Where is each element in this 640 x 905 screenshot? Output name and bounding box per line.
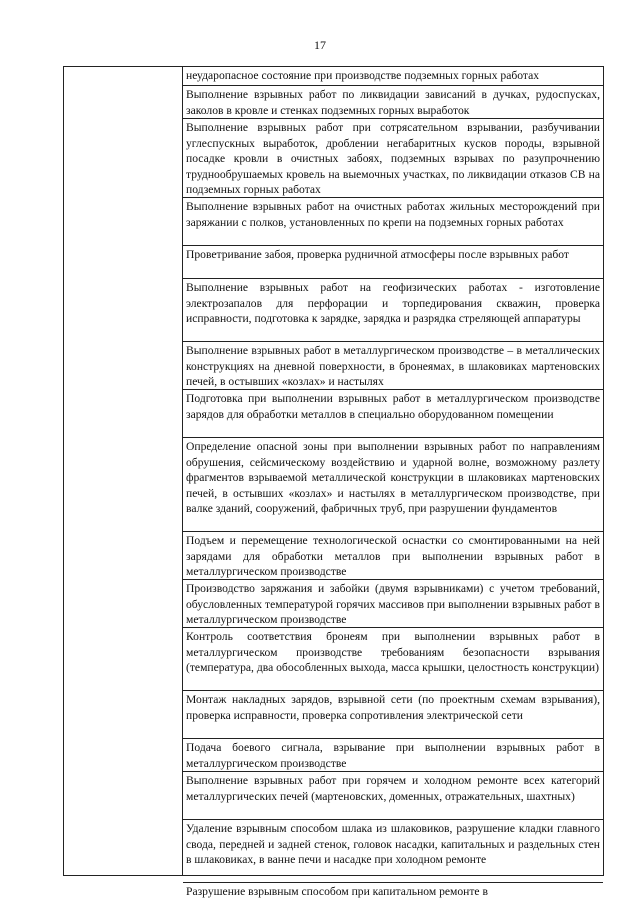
- table-row: Выполнение взрывных работ по ликвидации зависаний в дучках, рудоспусках, заколов в кровле и стенках подземных горных выработок: [183, 86, 603, 119]
- table-row: Разрушение взрывным способом при капитальном ремонте в: [186, 885, 488, 898]
- table-row: неударопасное состояние при производстве подземных горных работах: [183, 67, 603, 86]
- page-number: 17: [314, 38, 326, 52]
- table-row: Выполнение взрывных работ в металлургическом производстве – в металлических конструкциях на дневной поверхности, в бронеямах, в шлаковиках мартеновских печей, в остывших «козлах» и настылях: [183, 342, 603, 390]
- table-row: Выполнение взрывных работ при горячем и холодном ремонте всех категорий металлургических печей (мартеновских, доменных, отражательных, шахтных): [183, 772, 603, 820]
- table-row: Удаление взрывным способом шлака из шлаковиков, разрушение кладки главного свода, передней и задней стенок, головок насадки, капитальных и раздельных стен в шлаковиках, в ванне печи и насадке при холодном ремонте: [183, 820, 603, 883]
- table-row: Проветривание забоя, проверка рудничной атмосферы после взрывных работ: [183, 246, 603, 279]
- table-row: Подготовка при выполнении взрывных работ в металлургическом производстве зарядов для обработки металлов в специально оборудованном помещении: [183, 390, 603, 438]
- table-row: Контроль соответствия бронеям при выполнении взрывных работ в металлургическом производстве требованиям безопасности взрывания (температура, два обособленных выхода, масса крышки, целостность конструкции): [183, 628, 603, 691]
- table-row: Подача боевого сигнала, взрывание при выполнении взрывных работ в металлургическом производстве: [183, 739, 603, 772]
- table-row: Производство заряжания и забойки (двумя взрывниками) с учетом требований, обусловленных температурой горячих массивов при выполнении взрывных работ в металлургическом производстве: [183, 580, 603, 628]
- table-row: Определение опасной зоны при выполнении взрывных работ по направлениям обрушения, сейсмическому воздействию и ударной волне, возможному разлету фрагментов взрываемой металлической конструкции в шлаковиках мартеновских печей, в остывших «козлах» и настылях в металлургическом производстве, при валке зданий, сооружений, фабричных труб, при разрушении фундаментов: [183, 438, 603, 532]
- document-table: [63, 66, 604, 898]
- table-row: Подъем и перемещение технологической оснастки со смонтированными на ней зарядами для обработки металлов при выполнении взрывных работ в металлургическом производстве: [183, 532, 603, 580]
- table-row: Выполнение взрывных работ на очистных работах жильных месторождений при заряжании с полков, установленных по крепи на подземных горных работах: [183, 198, 603, 246]
- table-left-column: [64, 67, 183, 875]
- table-row: Выполнение взрывных работ на геофизических работах - изготовление электрозапалов для перфорации и торпедирования скважин, проверка исправности, подготовка к зарядке, зарядка и разрядка стреляющей аппаратуры: [183, 279, 603, 342]
- table-row: Монтаж накладных зарядов, взрывной сети (по проектным схемам взрывания), проверка исправности, проверка сопротивления электрической сети: [183, 691, 603, 739]
- table-right-column: [183, 67, 603, 898]
- table-row: Выполнение взрывных работ при сотрясательном взрывании, разбучивании углеспускных выработок, дроблении негабаритных кусков породы, взрывной посадке кровли в очистных забоях, подземных взрывах по разупрочнению труднообрушаемых кровель на выемочных участках, по ликвидации отказов СВ на подземных горных работах: [183, 119, 603, 198]
